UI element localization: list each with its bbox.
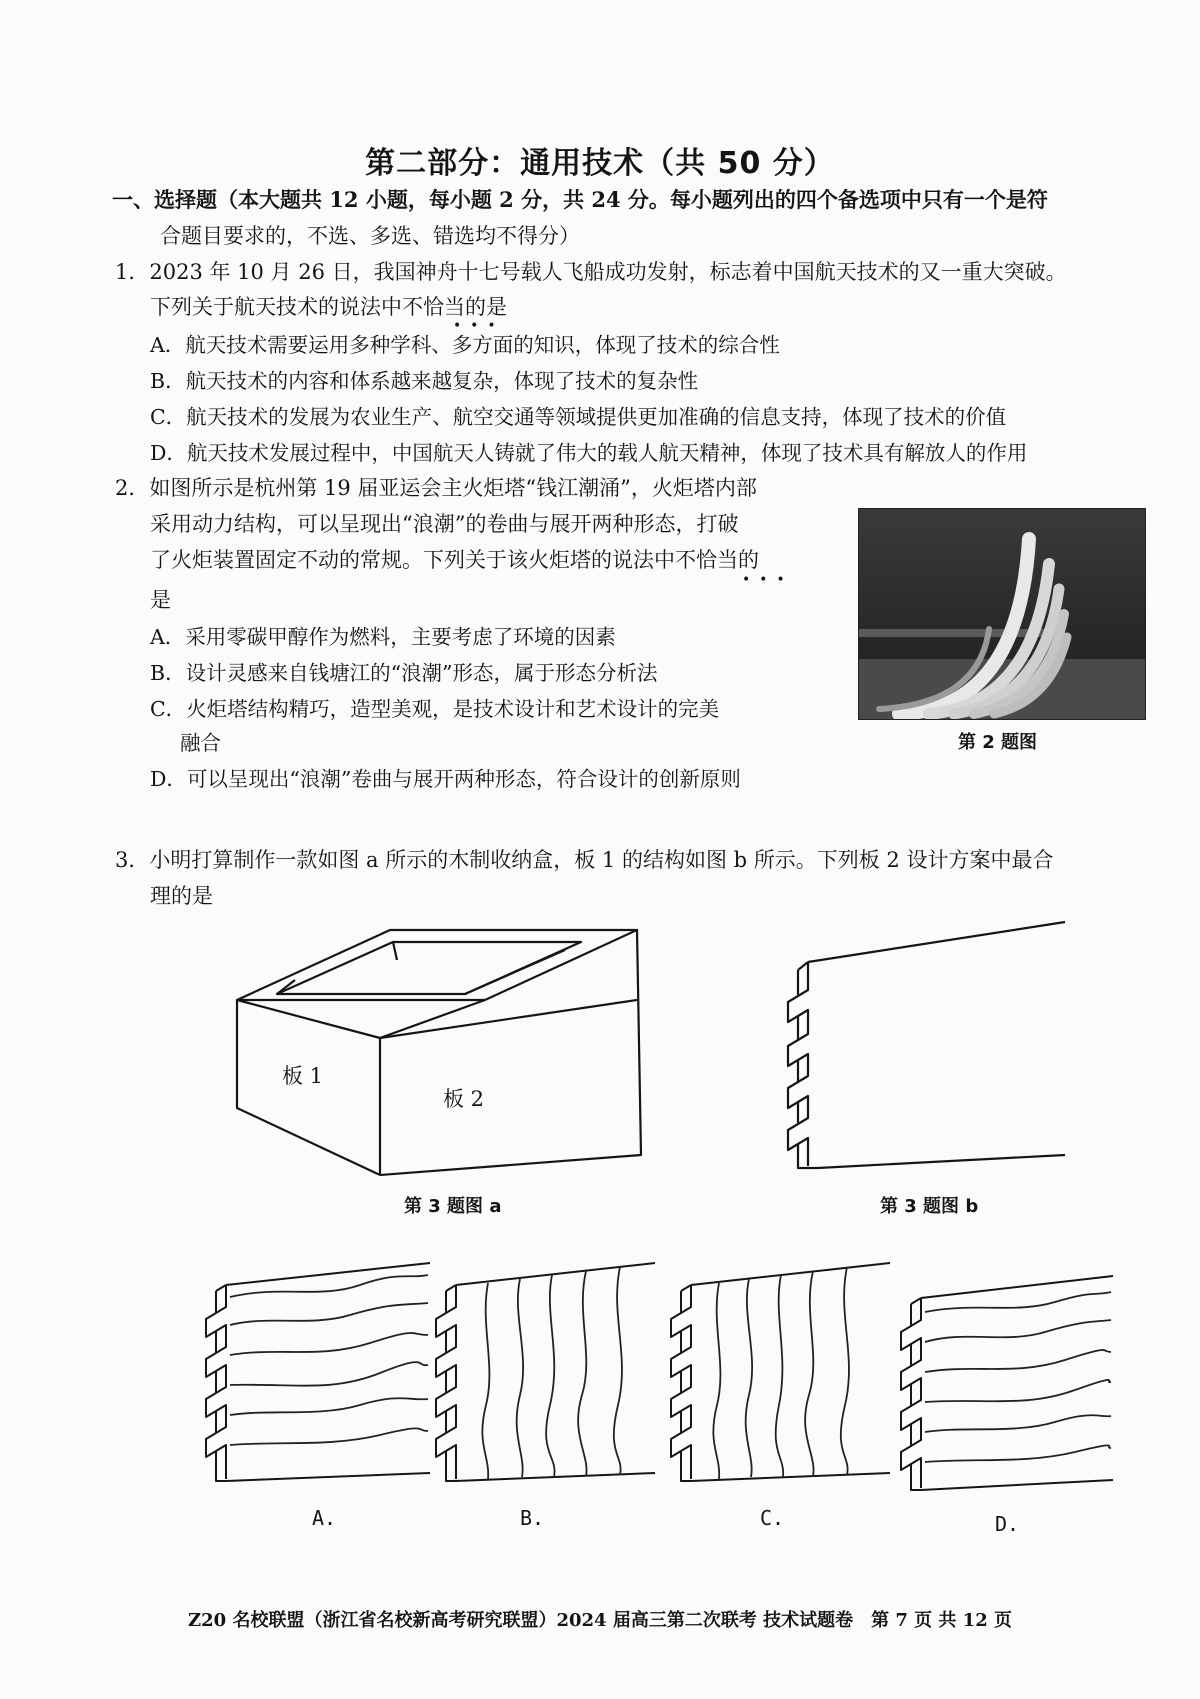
- choice-b-diagram: [430, 1255, 660, 1495]
- q2-option-c-cont: 融合: [180, 731, 221, 755]
- q1-option-a: A．航天技术需要运用多种学科、多方面的知识，体现了技术的综合性: [150, 333, 780, 357]
- q3-figure-b-caption: 第 3 题图 b: [880, 1196, 979, 1217]
- board-1-diagram: [780, 910, 1070, 1180]
- choice-b-label[interactable]: B.: [520, 1506, 545, 1530]
- q2-option-d: D．可以呈现出“浪潮”卷曲与展开两种形态，符合设计的创新原则: [150, 767, 741, 791]
- q3-stem-line2: 理的是: [150, 884, 213, 908]
- q2-stem-line3: 了火炬装置固定不动的常规。下列关于该火炬塔的说法中不恰当的: [150, 548, 759, 572]
- section-heading-line2: 合题目要求的，不选、多选、错选均不得分）: [160, 224, 580, 248]
- section-heading-line1: 一、选择题（本大题共 12 小题，每小题 2 分，共 24 分。每小题列出的四个备选项中只有一个是符: [112, 187, 1048, 212]
- q3-figure-a-caption: 第 3 题图 a: [404, 1196, 502, 1217]
- q1-option-d: D．航天技术发展过程中，中国航天人铸就了伟大的载人航天精神，体现了技术具有解放人的作用: [150, 441, 1028, 465]
- box-diagram: [225, 920, 645, 1190]
- q3-stem-line1: 3．小明打算制作一款如图 a 所示的木制收纳盒，板 1 的结构如图 b 所示。下列板 2 设计方案中最合: [115, 848, 1054, 872]
- q2-stem-line4: 是: [150, 588, 171, 612]
- board-1-label: 板 1: [282, 1064, 324, 1088]
- choice-c-label[interactable]: C.: [760, 1506, 785, 1530]
- choice-d-diagram: [895, 1268, 1120, 1503]
- q2-stem-line2: 采用动力结构，可以呈现出“浪潮”的卷曲与展开两种形态，打破: [150, 512, 739, 536]
- emphasis-dots: • • •: [453, 318, 496, 334]
- q2-stem-line1: 2．如图所示是杭州第 19 届亚运会主火炬塔“钱江潮涌”，火炬塔内部: [115, 476, 757, 500]
- q1-stem-line2: 下列关于航天技术的说法中不恰当的是: [150, 295, 507, 319]
- choice-d-label[interactable]: D.: [995, 1512, 1020, 1536]
- q2-figure-caption: 第 2 题图: [958, 732, 1038, 753]
- q2-option-b: B．设计灵感来自钱塘江的“浪潮”形态，属于形态分析法: [150, 661, 658, 685]
- q1-stem-line1: 1．2023 年 10 月 26 日，我国神舟十七号载人飞船成功发射，标志着中国航天技术的又一重大突破。: [115, 260, 1067, 284]
- choice-a-label[interactable]: A.: [312, 1506, 337, 1530]
- page-title: 第二部分：通用技术（共 50 分）: [365, 146, 835, 181]
- q1-option-b: B．航天技术的内容和体系越来越复杂，体现了技术的复杂性: [150, 369, 699, 393]
- choice-a-diagram: [200, 1255, 440, 1495]
- torch-tower-photo: [858, 508, 1146, 720]
- q2-option-c: C．火炬塔结构精巧，造型美观，是技术设计和艺术设计的完美: [150, 697, 720, 721]
- choice-c-diagram: [665, 1255, 895, 1495]
- q1-option-c: C．航天技术的发展为农业生产、航空交通等领域提供更加准确的信息支持，体现了技术的价值: [150, 405, 1007, 429]
- emphasis-dots: • • •: [742, 572, 785, 588]
- page-footer: Z20 名校联盟（浙江省名校新高考研究联盟）2024 届高三第二次联考 技术试题卷 第 7 页 共 12 页: [188, 1610, 1012, 1631]
- q2-option-a: A．采用零碳甲醇作为燃料，主要考虑了环境的因素: [150, 625, 616, 649]
- board-2-label: 板 2: [443, 1087, 485, 1111]
